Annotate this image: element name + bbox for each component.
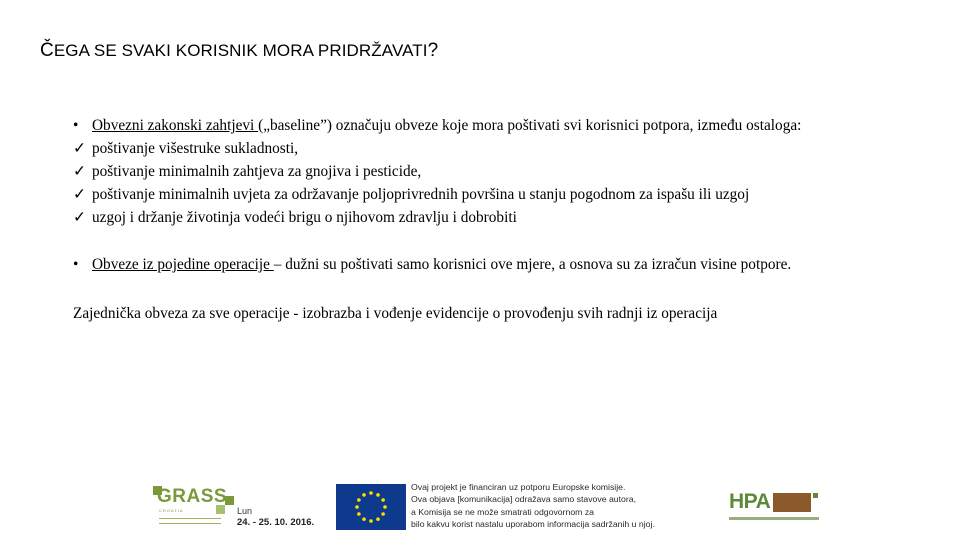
hpa-logo-text: HPA — [729, 490, 771, 513]
title-text: EGA SE SVAKI KORISNIK MORA PRIDRŽAVATI — [53, 41, 428, 60]
check-item-text: poštivanje višestruke sukladnosti, — [92, 140, 299, 157]
hpa-logo-dot — [813, 493, 818, 498]
footer-logos — [0, 476, 960, 540]
bullet-icon: • — [73, 117, 79, 134]
check-item-text: uzgoj i držanje životinja vodeći brigu o njihovom zdravlju i dobrobiti — [92, 209, 517, 226]
eu-star — [362, 517, 366, 521]
eu-star — [381, 498, 385, 502]
grass-logo-rule — [159, 523, 221, 524]
grass-logo-text: GRASS — [157, 486, 228, 507]
bullet-icon: • — [73, 256, 79, 273]
check-item — [73, 206, 846, 229]
check-item — [73, 160, 846, 183]
eu-disclaimer-line: bilo kakvu korist nastalu uporabom informacija sadržanih u njoj. — [411, 518, 655, 529]
eu-star — [383, 505, 387, 509]
event-date-top: Lun — [237, 506, 253, 516]
hpa-logo — [729, 490, 821, 532]
eu-star — [381, 512, 385, 516]
grass-logo-subtext: CROATIA — [159, 508, 184, 513]
checkmark-icon: ✓ — [73, 163, 86, 180]
operation-obligations-text: – dužni su poštivati samo korisnici ove mjere, a osnova su za izračun visine potpore. — [273, 256, 792, 273]
eu-star — [376, 493, 380, 497]
eu-star — [369, 491, 373, 495]
mandatory-requirements-term: Obvezni zakonski zahtjevi — [92, 117, 259, 134]
eu-star — [376, 517, 380, 521]
slide-body — [73, 114, 846, 325]
grass-logo-rule — [159, 518, 221, 519]
eu-star — [362, 493, 366, 497]
bullet-operation-obligations — [73, 253, 846, 276]
check-item — [73, 183, 846, 206]
eu-star — [369, 519, 373, 523]
checkmark-icon: ✓ — [73, 186, 86, 203]
eu-star — [357, 512, 361, 516]
eu-star — [355, 505, 359, 509]
eu-flag-icon — [336, 484, 406, 530]
eu-star — [357, 498, 361, 502]
bullet-mandatory-requirements — [73, 114, 846, 137]
eu-disclaimer-line: Ova objava [komunikacija] odražava samo stavove autora, — [411, 494, 637, 505]
eu-disclaimer-line: Ovaj projekt je financiran uz potporu Europske komisije. — [411, 482, 626, 492]
grass-logo — [153, 482, 235, 532]
check-item — [73, 137, 846, 160]
checkmark-icon: ✓ — [73, 140, 86, 157]
slide-title — [40, 40, 438, 62]
hpa-logo-block — [773, 493, 811, 512]
eu-disclaimer — [411, 481, 711, 530]
checkmark-icon: ✓ — [73, 209, 86, 226]
hpa-logo-subline — [729, 517, 819, 520]
common-obligation-text: Zajednička obveza za sve operacije - izobrazba i vođenje evidencije o provođenju svih radnji iz operacija — [73, 305, 718, 322]
check-item-text: poštivanje minimalnih zahtjeva za gnojiva i pesticide, — [92, 163, 422, 180]
operation-obligations-term: Obveze iz pojedine operacije — [92, 256, 274, 273]
eu-disclaimer-line: a Komisija se ne može smatrati odgovornom za — [411, 506, 595, 517]
event-date: 24. - 25. 10. 2016. — [237, 517, 315, 528]
check-item-text: poštivanje minimalnih uvjeta za održavanje poljoprivrednih površina u stanju pogodnom za ispašu ili uzgoj — [92, 186, 750, 203]
title-first-letter: Č — [40, 40, 54, 61]
title-question-mark: ? — [427, 40, 439, 61]
mandatory-requirements-text: („baseline”) označuju obveze koje mora poštivati svi korisnici potpora, između ostaloga: — [258, 117, 802, 134]
